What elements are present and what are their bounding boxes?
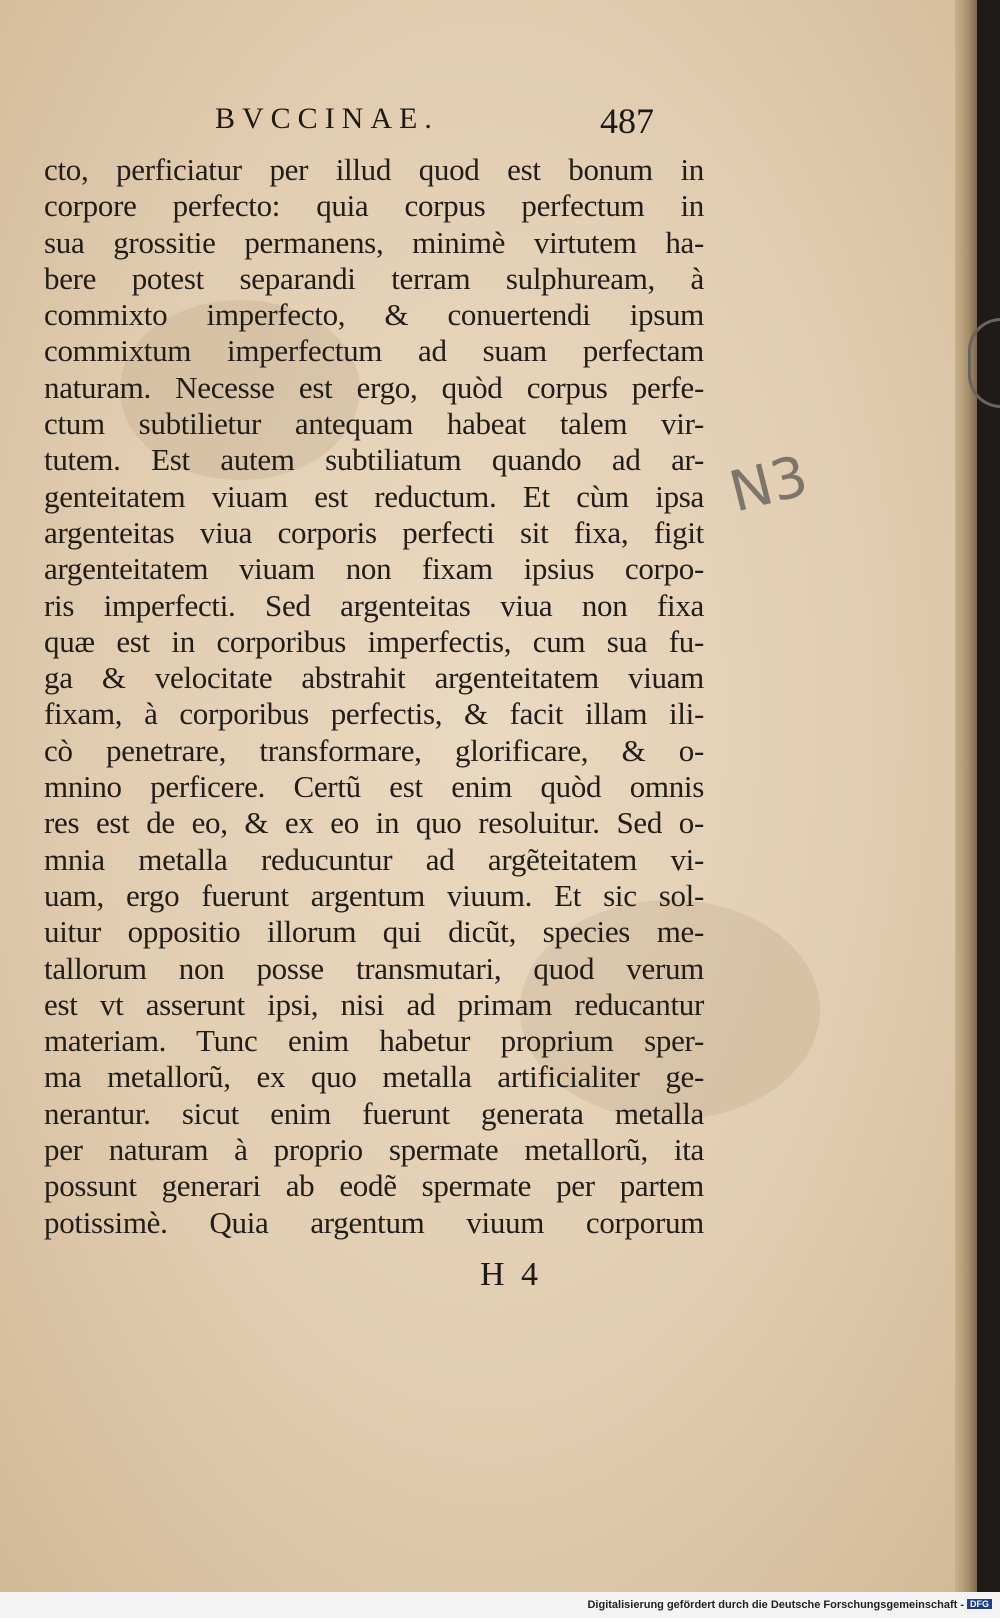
text-line: cto, perficiatur per illud quod est bonum in bbox=[44, 152, 704, 187]
text-line: potissimè. Quia argentum viuum corporum bbox=[44, 1204, 704, 1240]
text-line: uam, ergo fuerunt argentum viuum. Et sic sol- bbox=[44, 877, 704, 913]
text-line: argenteitas viua corporis perfecti sit fixa, figit bbox=[44, 514, 704, 550]
text-line: argenteitatem viuam non fixam ipsius corpo- bbox=[44, 551, 704, 587]
text-line: quæ est in corporibus imperfectis, cum sua fu- bbox=[44, 623, 704, 659]
text-line: sua grossitie permanens, minimè virtutem ha- bbox=[44, 224, 704, 260]
text-line: mnino perficere. Certũ est enim quòd omnis bbox=[44, 769, 704, 805]
page-edge bbox=[955, 0, 977, 1592]
text-line: uitur oppositio illorum qui dicũt, species me- bbox=[44, 914, 704, 950]
text-line: naturam. Necesse est ergo, quòd corpus perfe- bbox=[44, 369, 704, 405]
text-line: ga & velocitate abstrahit argenteitatem viuam bbox=[44, 660, 704, 696]
dfg-logo: DFG bbox=[967, 1599, 992, 1609]
text-line: ctum subtilietur antequam habeat talem vir- bbox=[44, 406, 704, 442]
text-line: est vt asserunt ipsi, nisi ad primam reducantur bbox=[44, 986, 704, 1022]
text-line: tutem. Est autem subtiliatum quando ad ar- bbox=[44, 442, 704, 478]
text-line: mnia metalla reducuntur ad argẽteitatem vi- bbox=[44, 841, 704, 877]
text-line: materiam. Tunc enim habetur proprium sper- bbox=[44, 1023, 704, 1059]
digitization-credit bbox=[587, 1599, 992, 1611]
text-line: corpore perfecto: quia corpus perfectum in bbox=[44, 188, 704, 224]
running-head: BVCCINAE. bbox=[215, 102, 439, 135]
text-line: cò penetrare, transformare, glorificare, & o- bbox=[44, 732, 704, 768]
text-line: per naturam à proprio spermate metallorũ, ita bbox=[44, 1132, 704, 1168]
signature-mark: H 4 bbox=[480, 1256, 543, 1293]
text-line: bere potest separandi terram sulphuream, à bbox=[44, 260, 704, 296]
text-line: ris imperfecti. Sed argenteitas viua non fixa bbox=[44, 587, 704, 623]
credit-text: Digitalisierung gefördert durch die Deutsche Forschungsgemeinschaft - bbox=[587, 1599, 964, 1611]
text-line: fixam, à corporibus perfectis, & facit illam ili- bbox=[44, 696, 704, 732]
text-line: res est de eo, & ex eo in quo resoluitur. Sed o- bbox=[44, 805, 704, 841]
text-line: genteitatem viuam est reductum. Et cùm ipsa bbox=[44, 478, 704, 514]
text-line: commixto imperfecto, & conuertendi ipsum bbox=[44, 297, 704, 333]
page-number: 487 bbox=[600, 101, 654, 141]
body-text bbox=[44, 152, 704, 1241]
margin-annotation: N3 bbox=[723, 443, 815, 526]
text-line: ma metallorũ, ex quo metalla artificialiter ge- bbox=[44, 1059, 704, 1095]
text-line: possunt generari ab eodẽ spermate per partem bbox=[44, 1168, 704, 1204]
text-line: tallorum non posse transmutari, quod verum bbox=[44, 950, 704, 986]
text-line: commixtum imperfectum ad suam perfectam bbox=[44, 333, 704, 369]
text-line: nerantur. sicut enim fuerunt generata metalla bbox=[44, 1095, 704, 1131]
